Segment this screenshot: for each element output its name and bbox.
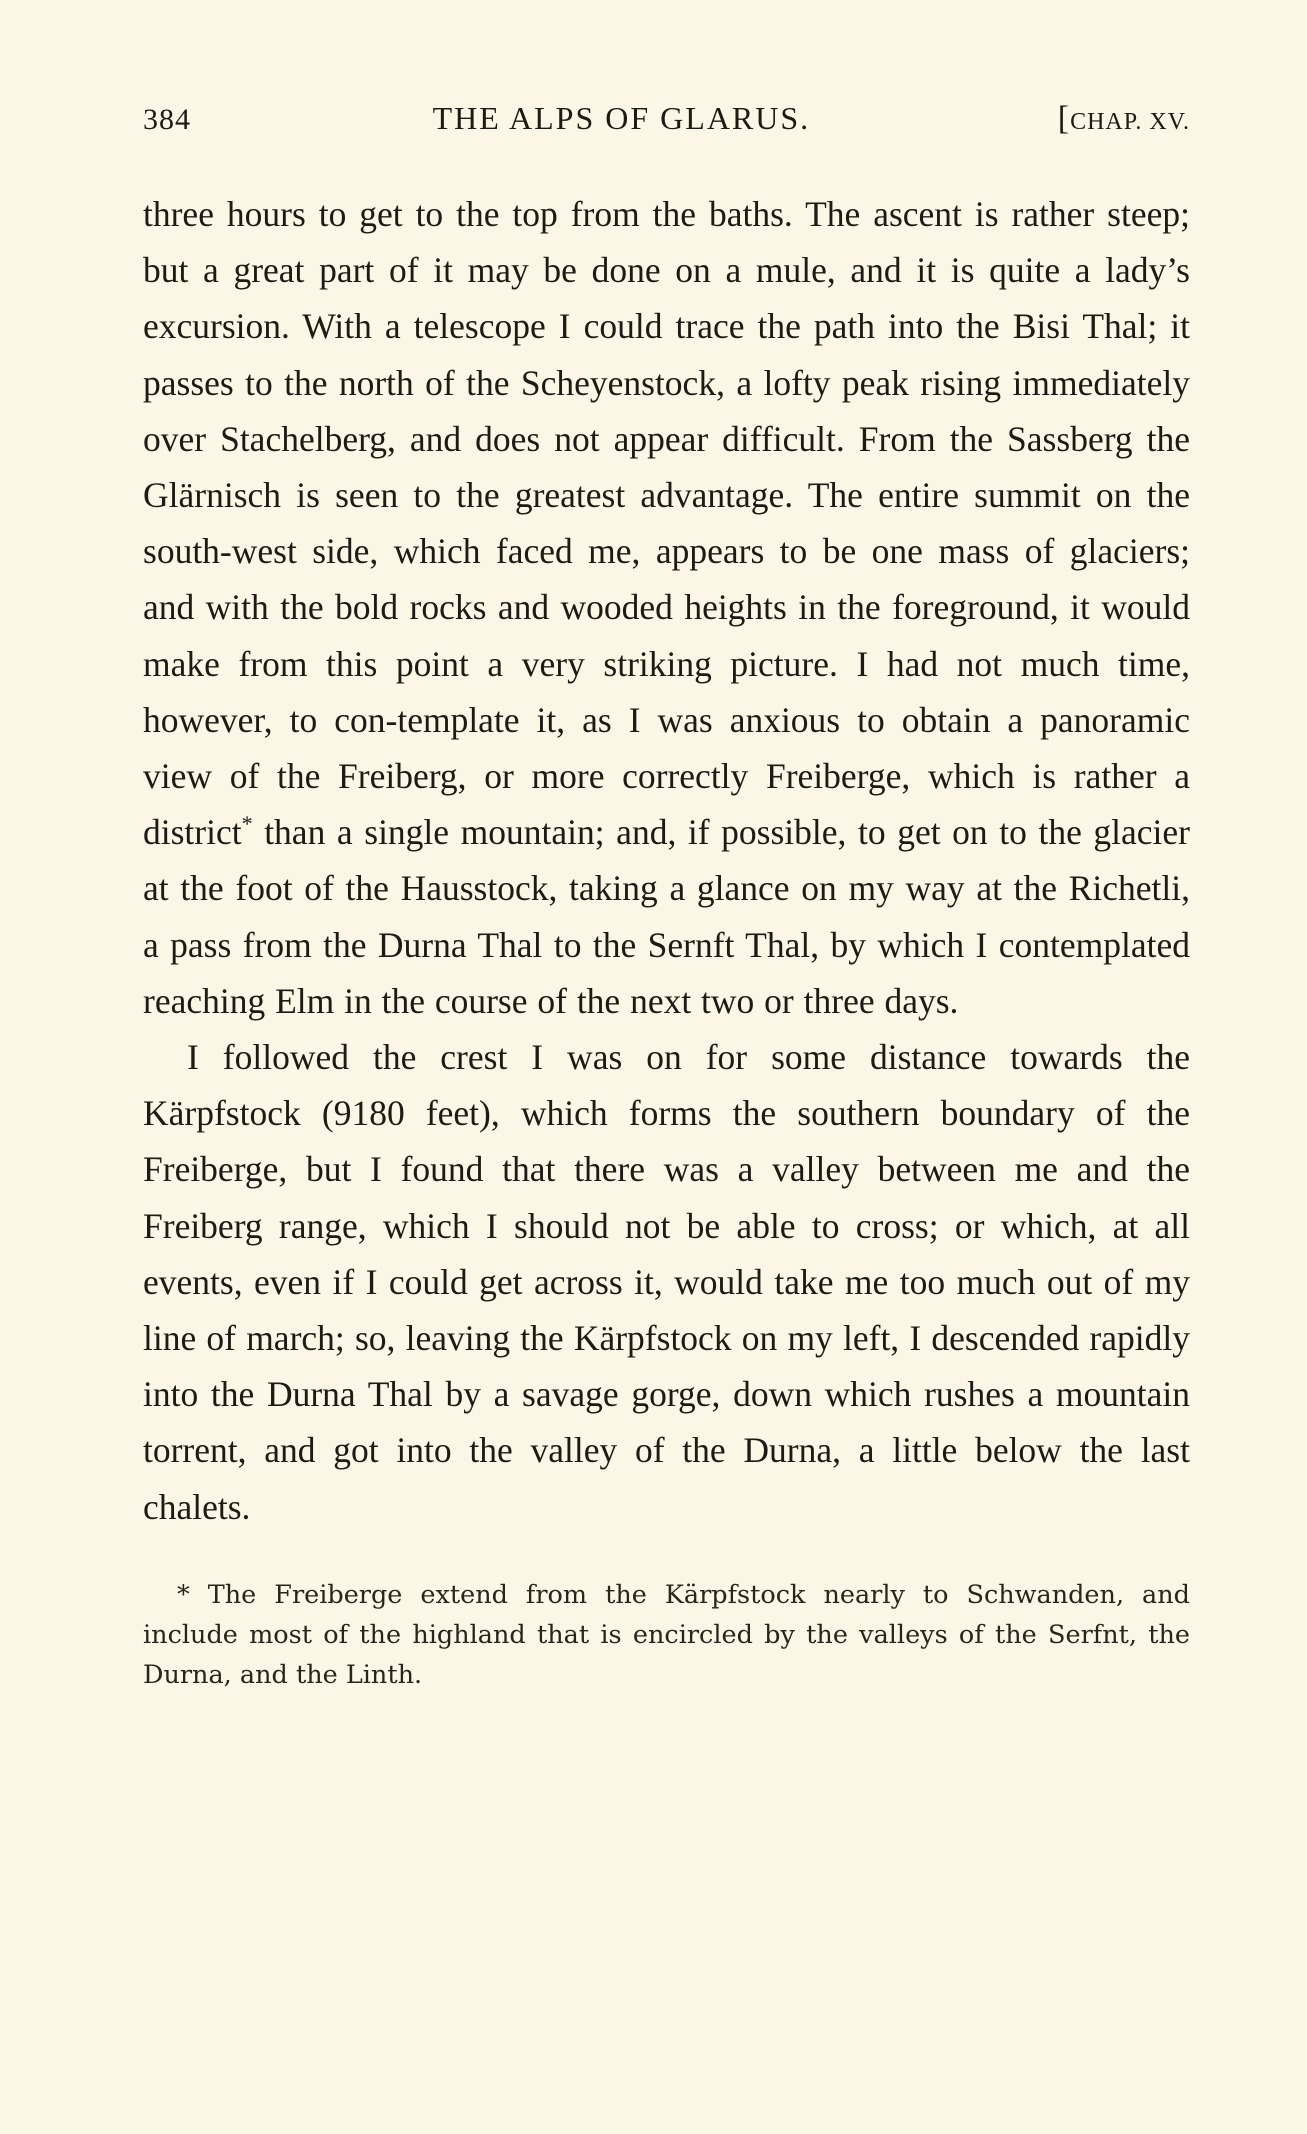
chapter-label: CHAP. XV.	[1070, 109, 1190, 135]
body-text	[143, 186, 1190, 1535]
running-title: THE ALPS OF GLARUS.	[432, 100, 811, 136]
paragraph-1-continuation: than a single mountain; and, if possible, to get on to the glacier at the foot of the Hausstock, taking a glance on my way at the Richetli, a pass from the Durna Thal to the Sernft Thal, by which I contemplated reaching Elm in the course of the next two or three days.	[143, 812, 1190, 1021]
chapter-bracket: [	[1057, 100, 1071, 137]
footnote-reference-marker: *	[241, 811, 253, 837]
paragraph-1-text: three hours to get to the top from the baths. The ascent is rather steep; but a great part of it may be done on a mule, and it is quite a lady’s excursion. With a telescope I could trace the path into the Bisi Thal; it passes to the north of the Scheyenstock, a lofty peak rising immediately over Stachelberg, and does not appear difficult. From the Sassberg the Glärnisch is seen to the greatest advantage. The entire summit on the south-west side, which faced me, appears to be one mass of glaciers; and with the bold rocks and wooded heights in the foreground, it would make from this point a very striking picture. I had not much time, however, to con-template it, as I was anxious to obtain a panoramic view of the Freiberg, or more correctly Freiberge, which is rather a district	[143, 194, 1190, 853]
chapter-reference	[1058, 100, 1190, 138]
page-header	[143, 100, 1190, 156]
footnote-text: The Freiberge extend from the Kärpfstock nearly to Schwanden, and include most of the highland that is encircled by the valleys of the Serfnt, the Durna, and the Linth.	[143, 1579, 1190, 1690]
page-number: 384	[143, 103, 191, 136]
paragraph-1	[143, 186, 1190, 1029]
footnote-marker: *	[177, 1579, 190, 1610]
paragraph-2: I followed the crest I was on for some distance towards the Kärpfstock (9180 feet), which forms the southern boundary of the Freiberge, but I found that there was a valley between me and the Freiberg range, which I should not be able to cross; or which, at all events, even if I could get across it, would take me too much out of my line of march; so, leaving the Kärpfstock on my left, I descended rapidly into the Durna Thal by a savage gorge, down which rushes a mountain torrent, and got into the valley of the Durna, a little below the last chalets.	[143, 1037, 1190, 1527]
footnote	[143, 1575, 1190, 1695]
